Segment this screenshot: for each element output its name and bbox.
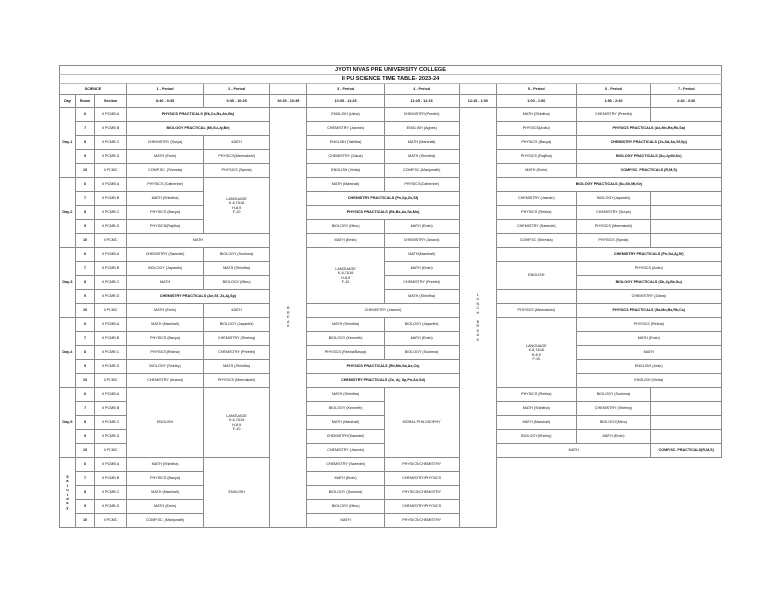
class-cell: MATH — [204, 136, 270, 150]
period-5-time: 1:00 - 1:50 — [497, 95, 576, 108]
class-cell — [651, 206, 722, 220]
break-letter: R — [286, 310, 290, 315]
class-cell: MATH (Shinitha) — [126, 192, 203, 206]
room-cell: 9 — [75, 360, 94, 374]
class-cell: PHYSICS/CHEMISTRY — [384, 458, 459, 472]
break-letter: K — [287, 324, 290, 329]
room-cell: 9 — [75, 500, 94, 514]
class-cell: BIOLOGY (Kenneth) — [307, 402, 384, 416]
break-letter: A — [287, 319, 290, 324]
room-cell: 6 — [75, 458, 94, 472]
room-cell: 6 — [75, 318, 94, 332]
class-cell: ENGLISH (Tabitha) — [307, 136, 384, 150]
class-cell — [651, 416, 722, 430]
class-cell: MATH (Emin) — [576, 332, 721, 346]
section-cell: II PCMB B — [95, 402, 127, 416]
class-cell — [651, 220, 722, 234]
class-cell: CHEMISTRY (Jasmin) — [307, 444, 384, 458]
class-cell: CHEMISTRY (Saeedel) — [307, 458, 384, 472]
room-cell: 9 — [75, 430, 94, 444]
period-7-time: 2:40 - 3:30 — [651, 95, 722, 108]
period-3-header: 3 - Period — [307, 84, 384, 95]
room-cell: 6 — [75, 178, 94, 192]
room-cell: 10 — [75, 374, 94, 388]
class-cell: ENGLISH (Vinita) — [307, 164, 384, 178]
class-cell: MATH — [307, 514, 384, 528]
class-cell: ENGLISH (Agnes) — [384, 122, 459, 136]
class-cell: BIOLOGY PRACTICALS (Sh,Jy,Be,Su) — [576, 276, 721, 290]
room-cell: 7 — [75, 192, 94, 206]
room-cell: 6 — [75, 248, 94, 262]
class-cell: PHYSICS (Rajitha) — [497, 150, 576, 164]
language-room: F-10 — [232, 426, 241, 431]
class-cell: MATH(Marshall) — [384, 248, 459, 262]
class-cell: BIOLOGY (Minu) — [307, 500, 384, 514]
class-cell: MATH (Emin) — [576, 430, 651, 444]
room-cell: 10 — [75, 514, 94, 528]
class-cell: MATH (Shinitha) — [204, 262, 270, 276]
class-cell: MATH — [204, 304, 270, 318]
section-cell: II PCMB D — [95, 360, 127, 374]
room-cell: 9 — [75, 290, 94, 304]
lunch-letter: B — [476, 320, 480, 324]
class-cell: BIOLOGY(Jayanthi) — [576, 192, 651, 206]
section-cell: II PCMB C — [95, 416, 127, 430]
section-cell: II PCMB C — [95, 346, 127, 360]
day-letter: t — [66, 483, 69, 488]
day-label-saturday — [60, 458, 76, 528]
period-2-time: 9:35 - 10:25 — [204, 95, 270, 108]
class-cell: MATH (Marshall) — [307, 416, 384, 430]
class-cell: BIOLOGY (Jayanthi) — [384, 318, 459, 332]
class-cell: MATH (Shinitha) — [384, 290, 459, 304]
language-label: LANGUAGE — [226, 196, 247, 201]
section-cell: II PCMB A — [95, 248, 127, 262]
class-cell: MATH (Shinitha) — [126, 458, 203, 472]
stream-label: SCIENCE — [60, 84, 127, 95]
class-cell: PHYSICS(Anitu) — [497, 122, 576, 136]
section-cell: II PCMC — [95, 234, 127, 248]
language-cell — [204, 388, 270, 458]
class-cell: MATH (Marshall) — [126, 318, 203, 332]
room-cell: 9 — [75, 220, 94, 234]
class-cell: MATH (Emin) — [497, 164, 576, 178]
class-cell — [651, 234, 722, 248]
class-cell: BIOLOGY(Shirley) — [497, 430, 576, 444]
class-cell: CHEMISTRY (Preethi) — [384, 276, 459, 290]
period-1-header: 1 - Period — [126, 84, 203, 95]
class-cell: ENGLISH — [204, 458, 270, 528]
lunch-letter: E — [476, 328, 480, 333]
section-cell: II PCMC — [95, 164, 127, 178]
class-cell: CHEMISTRY (Preethi) — [576, 108, 651, 122]
day-column-header: Day — [60, 95, 76, 108]
class-cell: PHYSICS(Rajitha) — [126, 220, 203, 234]
class-cell: MATH (Shinitha) — [497, 402, 576, 416]
section-cell: II PCMB D — [95, 150, 127, 164]
day-label: Day-2 — [60, 178, 76, 248]
room-cell: 6 — [75, 388, 94, 402]
language-room: K-6,7&16 — [337, 271, 354, 276]
class-cell: ENGLISH — [497, 262, 576, 290]
class-cell: BIOLOGY PRACTICAL (Ml,Su,Jy,Be) — [126, 122, 269, 136]
class-cell: MATH (Marshall) — [126, 486, 203, 500]
day-letter: r — [66, 492, 69, 497]
lunch-letter: C — [476, 306, 480, 311]
period-5-header: 5 - Period — [497, 84, 576, 95]
class-cell: PHYSICS (Meenakshi) — [497, 304, 576, 318]
room-cell: 7 — [75, 332, 94, 346]
class-cell: PHYSICS(Rekha) — [126, 346, 203, 360]
class-cell: CHEMISTRY (Zaina) — [307, 150, 384, 164]
class-cell: PHYSICS (Rekha) — [576, 318, 721, 332]
class-cell — [651, 108, 722, 122]
class-cell: CHEMISTRY PRACTICALS (An,Sf, Zs,Aj,Sp) — [126, 290, 269, 304]
class-cell: CHEMISTRY (Saeedel) — [497, 220, 576, 234]
class-cell: PHYSICS (Catherine) — [126, 178, 203, 192]
class-cell: MATH (Emin) — [384, 332, 459, 346]
break-time: 10:25 - 10:35 — [270, 95, 307, 108]
class-cell — [497, 248, 576, 262]
class-cell: PHYSICS (Meenakshi) — [576, 220, 651, 234]
language-room: K-6,7&16 — [528, 348, 544, 353]
class-cell: BIOLOGY PRACTICALS (Su,Sh,Ml,Ke) — [497, 178, 722, 192]
room-cell: 8 — [75, 346, 94, 360]
class-cell: CHEMISTRY (Shelmy) — [204, 332, 270, 346]
class-cell: BIOLOGY (Sushma) — [307, 486, 384, 500]
morning-break-column — [270, 108, 307, 528]
class-cell — [651, 402, 722, 416]
day-letter: a — [66, 479, 69, 484]
class-cell: ENGLISH (Jean) — [576, 360, 721, 374]
class-cell: PHYSICS PRACTICALS (As,Mn,Ra,Rk,Sa) — [576, 122, 721, 136]
section-cell: II PCMB D — [95, 290, 127, 304]
lunch-break-column — [459, 108, 496, 528]
class-cell: BIOLOGY (Jayanthi) — [126, 262, 203, 276]
class-cell: CHEMISTRY(Preethi) — [384, 108, 459, 122]
section-cell: II PCMB C — [95, 136, 127, 150]
room-cell: 10 — [75, 444, 94, 458]
room-cell: 8 — [75, 136, 94, 150]
class-cell: BIOLOGY (Minu) — [307, 220, 384, 234]
period-3-time: 10:35 - 11:25 — [307, 95, 384, 108]
class-cell: PHYSICS PRACTICALS (Rk,Cs,Rs,An,Bs) — [126, 108, 269, 122]
class-cell — [651, 192, 722, 206]
class-cell: CHEMISTRY PRACTICALS (Pn,Sp,Zs,Sf) — [307, 192, 459, 206]
class-cell: MATH (Shinitha) — [497, 108, 576, 122]
class-cell: BIOLOGY (Minu) — [204, 276, 270, 290]
language-cell — [497, 318, 576, 388]
day-letter: d — [66, 496, 69, 501]
language-room: F-10 — [341, 279, 350, 284]
class-cell: PHYSICS(Catherine) — [384, 178, 459, 192]
class-cell: COMP.SC. PRACTICALS(R,M,S) — [651, 444, 722, 458]
class-cell: CHEMISTRY (Zaina) — [576, 290, 721, 304]
language-room: F-10 — [232, 209, 241, 214]
section-cell: II PCMB A — [95, 318, 127, 332]
room-cell: 6 — [75, 108, 94, 122]
section-cell: II PCMB A — [95, 458, 127, 472]
class-cell: PHYSICS PRACTICALS (Rb,Mn,Sa,As,Cs) — [307, 360, 459, 374]
section-cell: II PCMC — [95, 444, 127, 458]
section-cell: II PCMB A — [95, 178, 127, 192]
class-cell: PHYSICS PRACTICALS (Rk,Bs,As,Sa,Mn) — [307, 206, 459, 220]
room-cell: 8 — [75, 486, 94, 500]
section-cell: II PCMB B — [95, 332, 127, 346]
class-cell: PHYSICS (Meenakshi) — [204, 374, 270, 388]
class-cell: PHYSICS (Syeda) — [576, 234, 651, 248]
class-cell: PHYSICS/CHEMISTRY — [384, 514, 459, 528]
day-label: Day-4 — [60, 318, 76, 388]
class-cell — [651, 430, 722, 444]
lunch-time: 12:15 - 1:00 — [459, 95, 496, 108]
class-cell: MATH (Marshall) — [497, 416, 576, 430]
room-cell: 10 — [75, 164, 94, 178]
class-cell: BIOLOGY (Sushma) — [384, 346, 459, 360]
section-cell: II PCMB B — [95, 122, 127, 136]
class-cell: CHEMISTRY/PHYSICS — [384, 500, 459, 514]
class-cell: PHYSICS (Bavya) — [126, 206, 203, 220]
class-cell: CHEMISTRY PRACTICALS (Pn,Sd,Aj,Sf) — [576, 248, 721, 262]
section-cell: II PCMC — [95, 304, 127, 318]
section-cell: II PCMC — [95, 374, 127, 388]
class-cell: COMP.SC. (Shresta) — [126, 164, 203, 178]
class-cell: MATH (Shinitha) — [307, 388, 384, 402]
class-cell: ENGLISH — [126, 388, 203, 458]
class-cell: MATH (Shinitha) — [204, 360, 270, 374]
section-cell: II PCMB B — [95, 262, 127, 276]
language-room: H-8,9 — [232, 422, 242, 427]
period-6-time: 1:50 - 2:40 — [576, 95, 651, 108]
class-cell: MATH (Emin) — [126, 500, 203, 514]
class-cell: PHYSICS (Anitu) — [576, 262, 721, 276]
class-cell — [497, 290, 576, 304]
class-cell: CHEMISTRY (Surya) — [576, 206, 651, 220]
class-cell: CHEMISTRY PRACTICALS (Zs, Aj, Sp,Pn,An,Sd) — [307, 374, 459, 388]
period-4-header: 4 - Period — [384, 84, 459, 95]
day-letter: y — [66, 505, 69, 510]
class-cell: CHEMISTRY (Jasmin) — [307, 304, 459, 318]
class-cell: BIOLOGY(Minu) — [576, 416, 651, 430]
room-column-header: Room — [75, 95, 94, 108]
timetable-subtitle: II PU SCIENCE TIME TABLE- 2023-24 — [60, 75, 722, 84]
section-cell: II PCMB C — [95, 206, 127, 220]
section-cell: II PCMB B — [95, 192, 127, 206]
class-cell — [651, 388, 722, 402]
section-cell: II PCMC — [95, 514, 127, 528]
room-cell: 10 — [75, 234, 94, 248]
class-cell: MATH (Shinitha) — [307, 318, 384, 332]
room-cell: 8 — [75, 276, 94, 290]
lunch-header — [459, 84, 496, 95]
class-cell: ENGLISH (Vinita) — [576, 374, 721, 388]
room-cell: 8 — [75, 206, 94, 220]
lunch-letter: N — [476, 301, 480, 306]
room-cell: 7 — [75, 262, 94, 276]
language-label: LANGUAGE — [526, 343, 547, 348]
class-cell: MATH (Emin) — [384, 262, 459, 276]
class-cell: MATH (Shinitha) — [384, 150, 459, 164]
class-cell: MATH — [497, 444, 651, 458]
class-cell: CHEMISTRY (Surya) — [126, 136, 203, 150]
class-cell: MATH (Emin) — [126, 304, 203, 318]
class-cell: CHEMISTRY (Anand) — [384, 234, 459, 248]
class-cell: PHYSICS(Meenakshi) — [204, 150, 270, 164]
class-cell: PHYSICS (Bavya) — [126, 332, 203, 346]
class-cell: COMP.SC. PRACTICALS (R,M,S) — [576, 164, 721, 178]
day-label: Day-5 — [60, 388, 76, 458]
class-cell: MATH — [126, 276, 203, 290]
language-room: H-8,9 — [531, 352, 541, 357]
day-label: Day-3 — [60, 248, 76, 318]
class-cell: MATH (Marshall) — [384, 136, 459, 150]
language-room: F-10 — [532, 356, 541, 361]
class-cell: PHYSICS (Rekha/Bavya) — [307, 346, 384, 360]
timetable — [59, 65, 722, 528]
class-cell: BIOLOGY (Kenneth) — [307, 332, 384, 346]
class-cell: ENGLISH (Usha) — [307, 108, 384, 122]
room-cell: 9 — [75, 150, 94, 164]
lunch-letter: L — [476, 292, 479, 297]
section-cell: II PCMB D — [95, 220, 127, 234]
period-6-header: 6 - Period — [576, 84, 651, 95]
break-header — [270, 84, 307, 95]
section-cell: II PCMB B — [95, 472, 127, 486]
class-cell: CHEMISTRY (Anand) — [126, 374, 203, 388]
section-cell: II PCMB A — [95, 108, 127, 122]
class-cell: CHEMISTRY (Saeedel) — [126, 248, 203, 262]
class-cell: BIOLOGY (Shirley) — [126, 360, 203, 374]
class-cell: PHYSICS (Rekha) — [497, 388, 576, 402]
lunch-letter: K — [476, 337, 480, 342]
period-7-header: 7 - Period — [651, 84, 722, 95]
period-4-time: 11:25 - 12:15 — [384, 95, 459, 108]
class-cell: BIOLOGY (Sushma) — [204, 248, 270, 262]
day-label: Day-1 — [60, 108, 76, 178]
day-letter: u — [66, 488, 69, 493]
class-cell: CHEMISTRY (Shelmy) — [576, 402, 651, 416]
class-cell: CHEMISTRY (Preethi) — [204, 346, 270, 360]
day-letter: S — [66, 474, 69, 479]
lunch-letter: R — [476, 324, 480, 329]
section-column-header: Section — [95, 95, 127, 108]
language-room: K-6,7&16 — [228, 201, 245, 206]
language-room: K-6,7&16 — [228, 418, 245, 423]
class-cell: CHEMISTRY/PHYSICS — [384, 472, 459, 486]
period-2-header: 2 - Period — [204, 84, 270, 95]
class-cell: COMP.SC (Shresta) — [497, 234, 576, 248]
college-title: JYOTI NIVAS PRE UNIVERSITY COLLEGE — [60, 66, 722, 75]
class-cell: COMP.SC. (Manjunath) — [126, 514, 203, 528]
class-cell: PHYSICS/CHEMISTRY — [384, 486, 459, 500]
language-cell — [307, 248, 384, 304]
class-cell: BIOLOGY PRACTICALS (Su,Jy,Ml,Ke) — [576, 150, 721, 164]
class-cell: CHEMISTRY(Saeedel) — [307, 430, 384, 444]
section-cell: II PCMB A — [95, 388, 127, 402]
class-cell: BIOLOGY (Sushma) — [576, 388, 651, 402]
room-cell: 7 — [75, 122, 94, 136]
language-room: H-8,9 — [232, 205, 242, 210]
section-cell: II PCMB C — [95, 486, 127, 500]
class-cell: MORAL PHILOSOPHY — [384, 388, 459, 458]
class-cell: CHEMISTRY (Jasmin) — [307, 122, 384, 136]
class-cell: MATH (Emin) — [307, 472, 384, 486]
class-cell: PHYSICS (Rekha) — [497, 206, 576, 220]
section-cell: II PCMB C — [95, 276, 127, 290]
class-cell: PHYSICS (Syeda) — [204, 164, 270, 178]
section-cell: II PCMB D — [95, 500, 127, 514]
lunch-letter: H — [476, 310, 480, 315]
class-cell: CHEMISTRY PRACTICALS (Zs,Sd,An,Sf,Sp) — [576, 136, 721, 150]
class-cell: MATH (Emin) — [307, 234, 384, 248]
language-label: LANGUAGE — [226, 413, 247, 418]
lunch-letter: U — [476, 297, 480, 302]
room-cell: 7 — [75, 402, 94, 416]
language-cell — [204, 178, 270, 234]
class-cell: MATH (Marshall) — [307, 178, 384, 192]
class-cell: BIOLOGY (Jayanthi) — [204, 318, 270, 332]
class-cell: CHEMISTRY (Jasmin) — [497, 192, 576, 206]
class-cell: PHYSICS PRACTICALS (Sa,Mn,Bs,Rk,Cs) — [576, 304, 721, 318]
period-1-time: 8:40 - 9:35 — [126, 95, 203, 108]
class-cell: MATH (Emin) — [384, 220, 459, 234]
language-label: LANGUAGE — [335, 266, 356, 271]
room-cell: 7 — [75, 472, 94, 486]
class-cell: MATH — [126, 234, 269, 248]
class-cell: COMP.SC.(Manjunath) — [384, 164, 459, 178]
language-room: H-8,9 — [341, 275, 351, 280]
class-cell: PHYSICS (Bavya) — [497, 136, 576, 150]
class-cell: MATH (Emin) — [126, 150, 203, 164]
class-cell: MATH — [576, 346, 721, 360]
room-cell: 10 — [75, 304, 94, 318]
day-letter: a — [66, 501, 69, 506]
empty-afternoon — [497, 458, 722, 528]
lunch-letter: A — [476, 333, 480, 338]
break-letter: B — [287, 306, 290, 311]
room-cell: 8 — [75, 416, 94, 430]
section-cell: II PCMB D — [95, 430, 127, 444]
class-cell: PHYSICS (Bavya) — [126, 472, 203, 486]
break-letter: E — [287, 315, 290, 320]
